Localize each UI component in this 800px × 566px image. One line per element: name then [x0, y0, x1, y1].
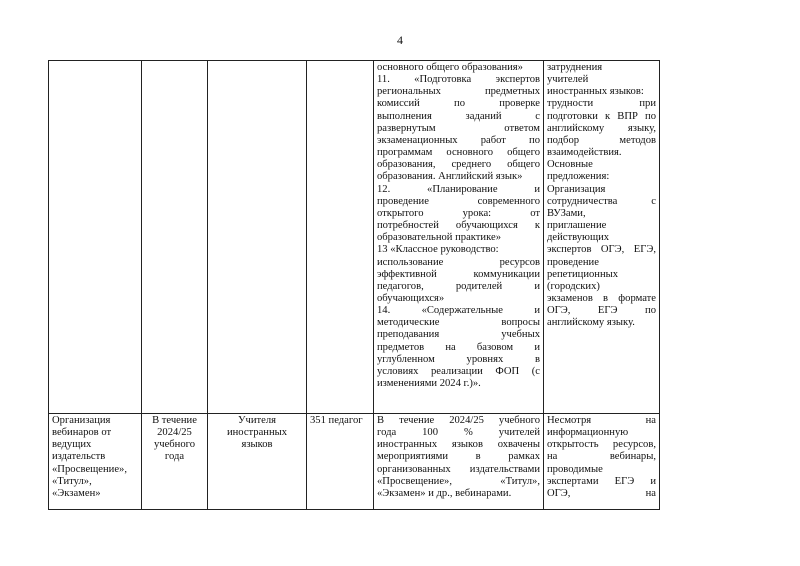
- text-line: затруднения: [547, 62, 603, 73]
- text-line: открытого урока: от: [377, 207, 540, 219]
- text-line: ОГЭ, ЕГЭ по: [547, 305, 656, 317]
- text-line: учителей: [547, 74, 589, 86]
- text-line: программам основного общего: [377, 147, 540, 159]
- text-line: иностранных языков охвачены: [377, 439, 540, 451]
- text-line: Несмотря на: [547, 415, 656, 426]
- text-line: «Экзамен» и др., вебинарами.: [377, 487, 512, 499]
- cell-results: [374, 61, 544, 414]
- cell-activity: Организация вебинаров от ведущих издательств «Просвещение», «Титул», «Экзамен»: [49, 414, 142, 510]
- text-line: сотрудничества с: [547, 195, 656, 207]
- report-table: [48, 60, 660, 510]
- text-line: В течение 2024/25 учебного: [377, 415, 540, 426]
- text-line: подбор методов: [547, 134, 656, 146]
- cell-count: 351 педагог: [307, 414, 374, 510]
- text-line: подготовки к ВПР по: [547, 110, 656, 122]
- text-line: углубленном уровнях в: [377, 353, 540, 365]
- text-line: эффективной коммуникации: [377, 268, 540, 280]
- text-line: приглашение: [547, 220, 607, 232]
- text-line: информационную: [547, 427, 629, 439]
- table-row: [49, 61, 660, 414]
- text-line: проведение: [547, 256, 599, 268]
- table-row: [49, 414, 660, 510]
- text-line: английскому языку.: [547, 317, 635, 329]
- text-line: иностранных языков:: [547, 86, 644, 98]
- cell-activity: [49, 61, 142, 414]
- cell-period: [142, 61, 208, 414]
- cell-problems: [544, 61, 660, 414]
- text-line: предметов на базовом и: [377, 341, 540, 353]
- text-line: проведение современного: [377, 195, 540, 207]
- cell-count: [307, 61, 374, 414]
- text-line: образовательной практике»: [377, 232, 501, 244]
- text-line: методические вопросы: [377, 317, 540, 329]
- text-line: года 100 % учителей: [377, 427, 540, 439]
- text-line: проводимые: [547, 463, 603, 475]
- text-line: образования. Английский язык»: [377, 171, 523, 183]
- cell-participants: Учителя иностранных языков: [208, 414, 307, 510]
- text-line: действующих: [547, 232, 610, 244]
- text-line: ОГЭ, на: [547, 487, 656, 499]
- text-line: преподавания учебных: [377, 329, 540, 341]
- text-line: 13 «Классное руководство:: [377, 244, 499, 256]
- text-line: «Просвещение», «Титул»,: [377, 475, 540, 487]
- text-line: репетиционных: [547, 268, 619, 280]
- text-line: на вебинары,: [547, 451, 656, 463]
- text-line: развернутым ответом: [377, 122, 540, 134]
- cell-period: В течение 2024/25 учебного года: [142, 414, 208, 510]
- text-line: условиях реализации ФОП (с: [377, 365, 540, 377]
- text-line: изменениями 2024 г.)».: [377, 378, 481, 390]
- text-line: взаимодействия.: [547, 147, 622, 159]
- cell-results: [374, 414, 544, 510]
- text-line: организованных издательствами: [377, 463, 540, 475]
- text-line: использование ресурсов: [377, 256, 540, 268]
- text-line: ВУЗами,: [547, 207, 586, 219]
- text-line: педагогов, родителей и: [377, 280, 540, 292]
- text-line: комиссий по проверке: [377, 98, 540, 110]
- page-number: 4: [397, 33, 403, 47]
- text-line: экспертами ЕГЭ и: [547, 475, 656, 487]
- cell-participants: [208, 61, 307, 414]
- text-line: (городских): [547, 280, 600, 292]
- text-line: Организация: [547, 183, 606, 195]
- text-line: экзаменов в формате: [547, 292, 656, 304]
- text-line: 11. «Подготовка экспертов: [377, 74, 540, 86]
- text-line: обучающихся»: [377, 292, 445, 304]
- cell-problems: [544, 414, 660, 510]
- text-line: 12. «Планирование и: [377, 183, 540, 195]
- text-line: открытость ресурсов,: [547, 439, 656, 451]
- text-line: основного общего образования»: [377, 62, 523, 73]
- text-line: трудности при: [547, 98, 656, 110]
- text-line: английскому языку,: [547, 122, 656, 134]
- text-line: потребностей обучающихся к: [377, 220, 540, 232]
- text-line: предложения:: [547, 171, 610, 183]
- text-line: региональных предметных: [377, 86, 540, 98]
- text-line: мероприятиями в рамках: [377, 451, 540, 463]
- text-line: экзаменационных работ по: [377, 134, 540, 146]
- text-line: 14. «Содержательные и: [377, 305, 540, 317]
- text-line: Основные: [547, 159, 593, 171]
- text-line: выполнения заданий с: [377, 110, 540, 122]
- text-line: образования, среднего общего: [377, 159, 540, 171]
- text-line: экспертов ОГЭ, ЕГЭ,: [547, 244, 656, 256]
